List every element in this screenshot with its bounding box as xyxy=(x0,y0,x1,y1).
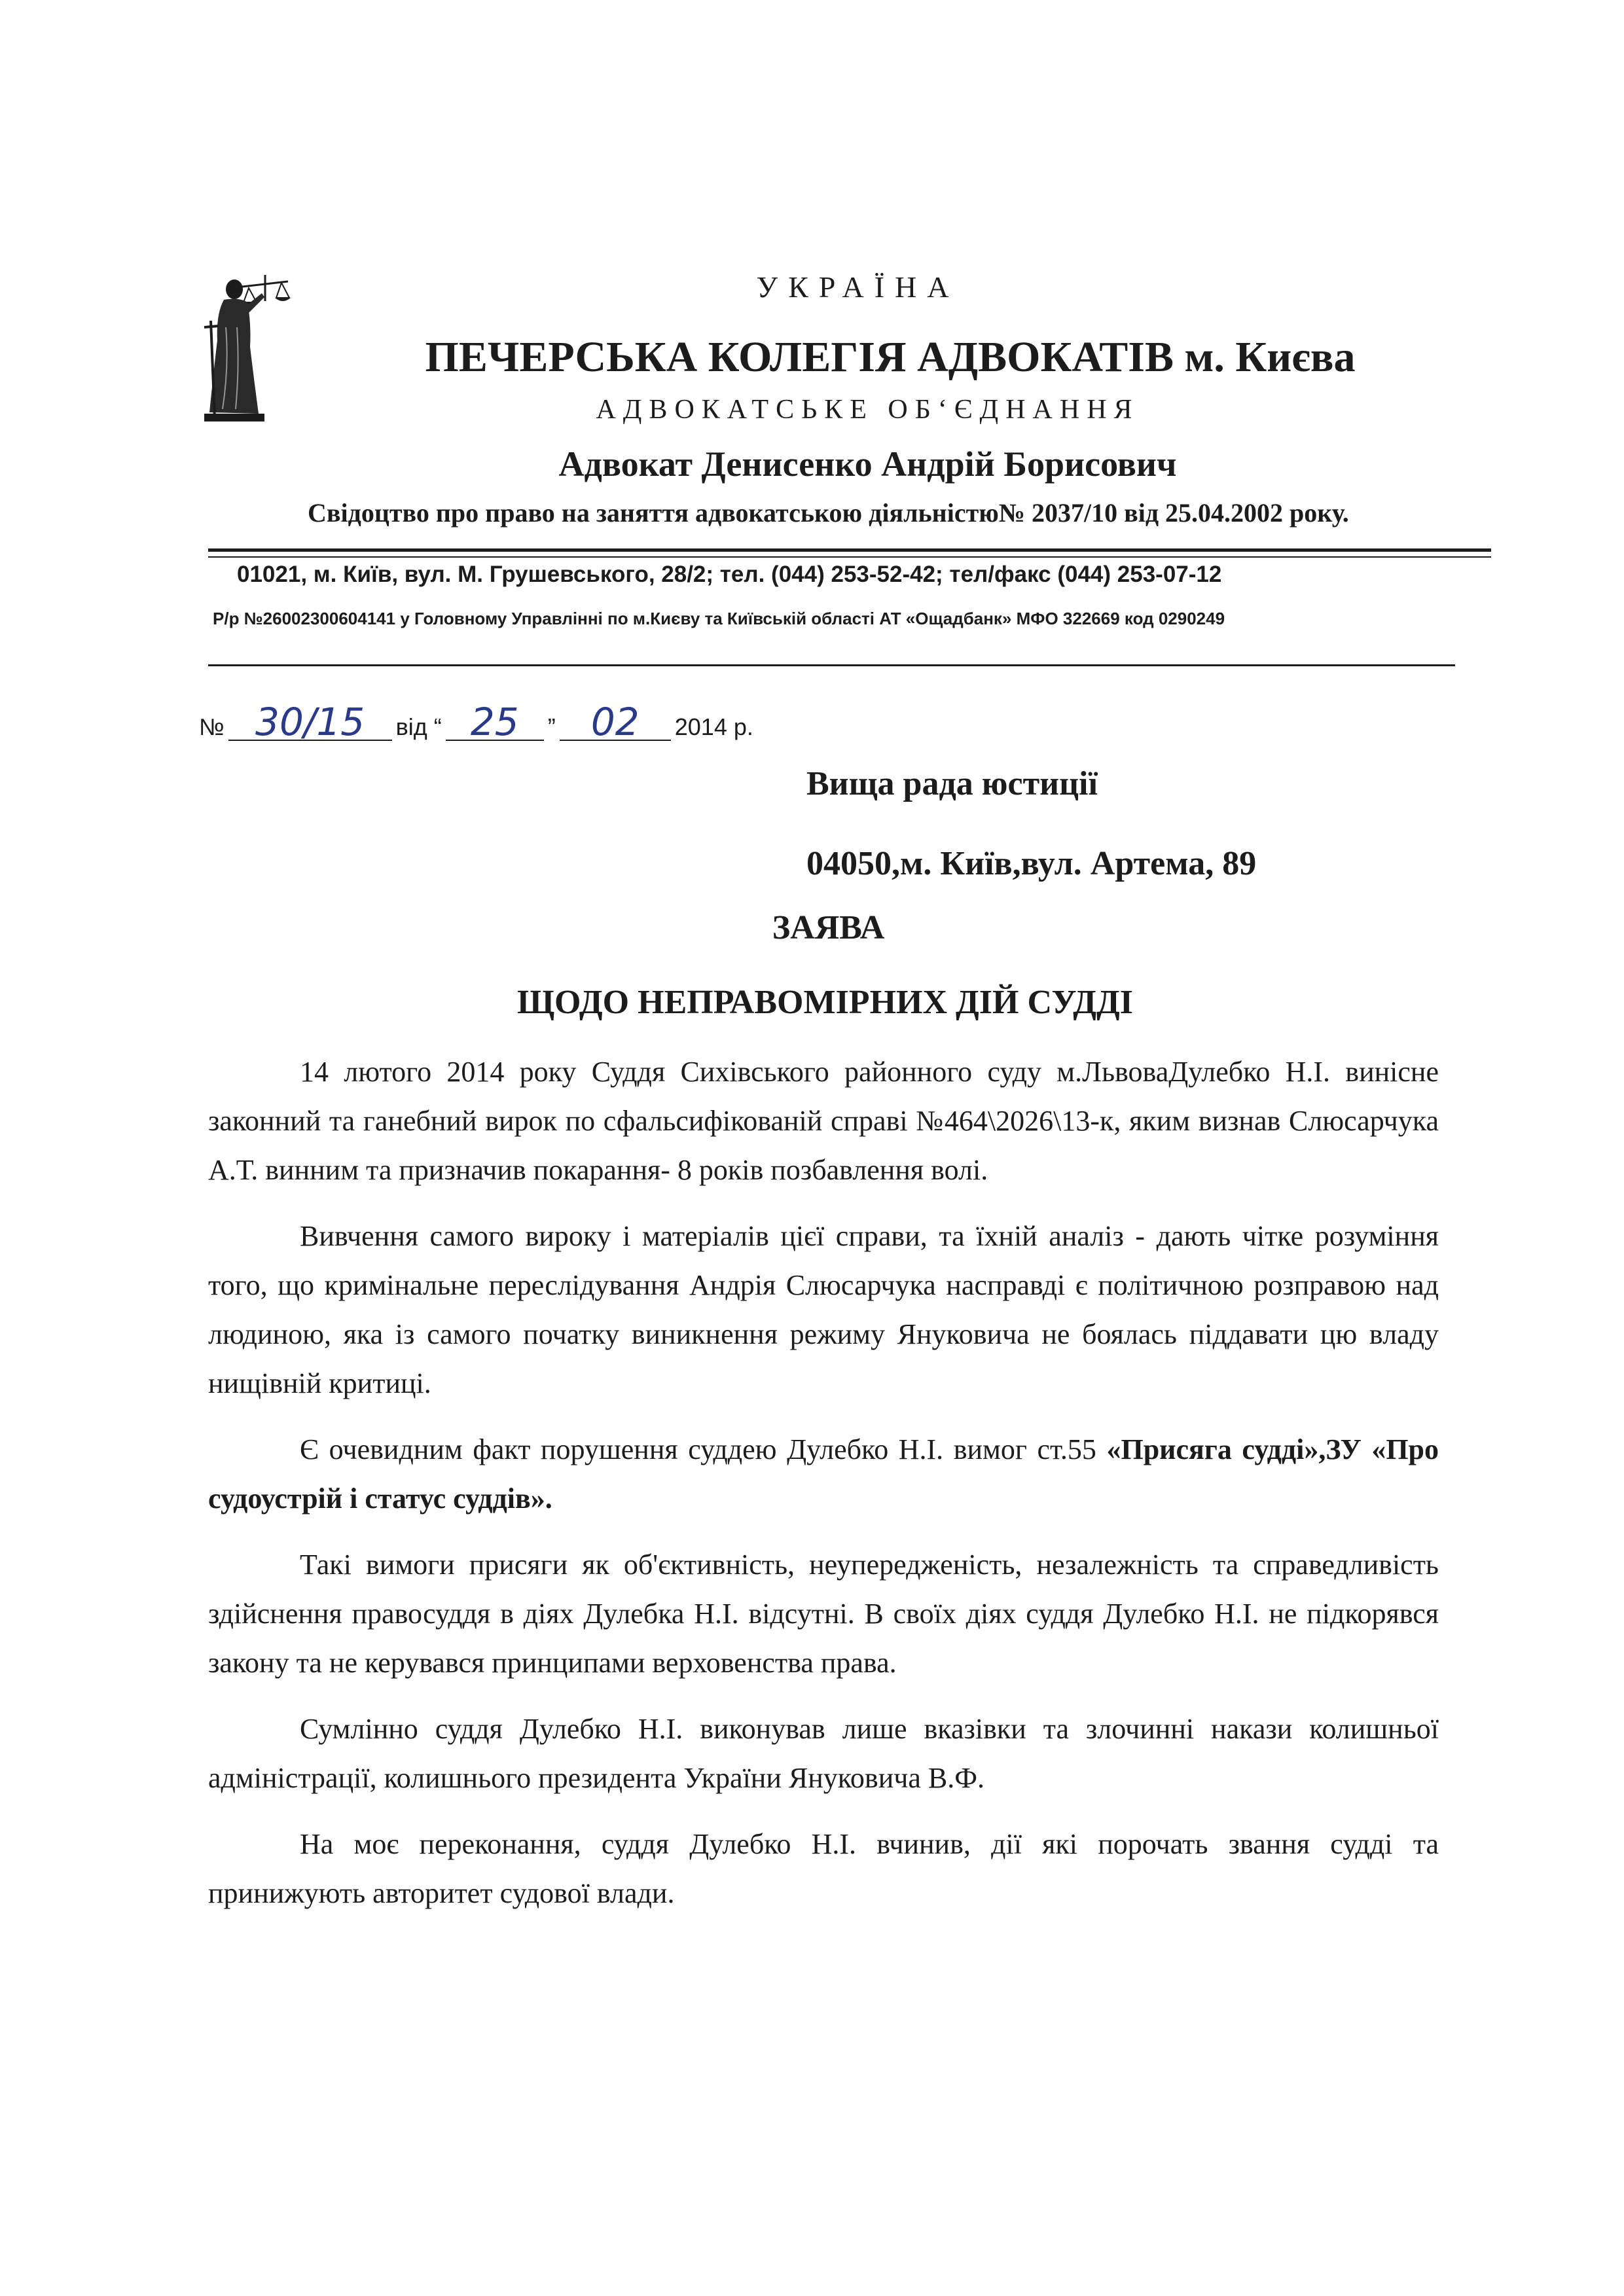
body-paragraph-3-sep: ,ЗУ xyxy=(1318,1433,1372,1465)
body-paragraph-2: Вивчення самого вироку і матеріалів цієї справи, та їхній аналіз - дають чітке розуміння того, що кримінальне переслідування Андрія Слюсарчука насправді є політичною розправою над людиною, яка із самого початку виникнення режиму Януковича не боялась піддавати цю владу нищівній критиці. xyxy=(208,1220,1439,1399)
letterhead-bank-details: Р/р №26002300604141 у Головному Управлінні по м.Києву та Київській області АТ «Ощадбанк» МФО 322669 код 0290249 xyxy=(213,609,1225,628)
body-paragraph-3 xyxy=(208,1425,1439,1523)
outgoing-number-blank xyxy=(228,700,392,744)
letterhead-org-type: АДВОКАТСЬКЕ ОБ‘ЄДНАННЯ xyxy=(596,395,1140,425)
body-paragraph-3-start: Є очевидним факт порушення суддею Дулебко Н.І. вимог ст.55 xyxy=(300,1433,1107,1465)
outgoing-month-handwritten: 02 xyxy=(590,700,640,744)
document-title: ЗАЯВА xyxy=(772,909,885,946)
outgoing-from-label: від “ xyxy=(395,713,442,740)
recipient-address: 04050,м. Київ,вул. Артема, 89 xyxy=(806,845,1257,882)
document-body xyxy=(208,1047,1439,1935)
outgoing-number-line xyxy=(195,700,757,747)
outgoing-day-blank xyxy=(446,700,544,744)
outgoing-number-handwritten: 30/15 xyxy=(255,700,365,744)
outgoing-year: 2014 р. xyxy=(674,713,753,740)
letterhead-lawyer-name: Адвокат Денисенко Андрій Борисович xyxy=(558,444,1177,484)
body-paragraph-5: Сумлінно суддя Дулебко Н.І. виконував лише вказівки та злочинні накази колишньої адміністрації, колишнього президента України Януковича В.Ф. xyxy=(208,1713,1439,1794)
outgoing-day-handwritten: 25 xyxy=(470,700,519,744)
outgoing-month-blank xyxy=(560,700,671,744)
body-paragraph-1: 14 лютого 2014 року Суддя Сихівського районного суду м.ЛьвоваДулебко Н.І. винісне законний та ганебний вирок по сфальсифікованій справі №464\2026\13-к, яким визнав Слюсарчука А.Т. винним та призначив покарання- 8 років позбавлення волі. xyxy=(208,1056,1439,1186)
letterhead-divider-thick xyxy=(208,548,1491,552)
recipient-name: Вища рада юстиції xyxy=(806,765,1098,802)
letterhead-divider-bottom xyxy=(208,664,1455,666)
outgoing-number-label: № xyxy=(199,713,225,740)
letterhead-certificate: Свідоцтво про право на заняття адвокатською діяльністю№ 2037/10 від 25.04.2002 року. xyxy=(308,498,1349,528)
document-subtitle: ЩОДО НЕПРАВОМІРНИХ ДІЙ СУДДІ xyxy=(516,984,1134,1021)
outgoing-quote-sep: ” xyxy=(547,713,556,740)
body-paragraph-3-law: «Про судоустрій і статус суддів». xyxy=(208,1433,1439,1515)
letterhead-address: 01021, м. Київ, вул. М. Грушевського, 28/2; тел. (044) 253-52-42; тел/факс (044) 253-07-12 xyxy=(237,562,1222,587)
letterhead-organization: ПЕЧЕРСЬКА КОЛЕГІЯ АДВОКАТІВ м. Києва xyxy=(425,333,1356,381)
body-paragraph-6: На моє переконання, суддя Дулебко Н.І. вчинив, дії які порочать звання судді та принижують авторитет судової влади. xyxy=(208,1828,1439,1909)
letterhead-country: УКРАЇНА xyxy=(756,270,960,304)
letterhead-divider-thin xyxy=(208,556,1491,558)
body-paragraph-4: Такі вимоги присяги як об'єктивність, неупередженість, незалежність та справедливість здійснення правосуддя в діях Дулебка Н.І. відсутні. В своїх діях суддя Дулебко Н.І. не підкорявся закону та не керувався принципами верховенства права. xyxy=(208,1549,1439,1679)
body-paragraph-3-oath: «Присяга судді» xyxy=(1106,1433,1319,1465)
